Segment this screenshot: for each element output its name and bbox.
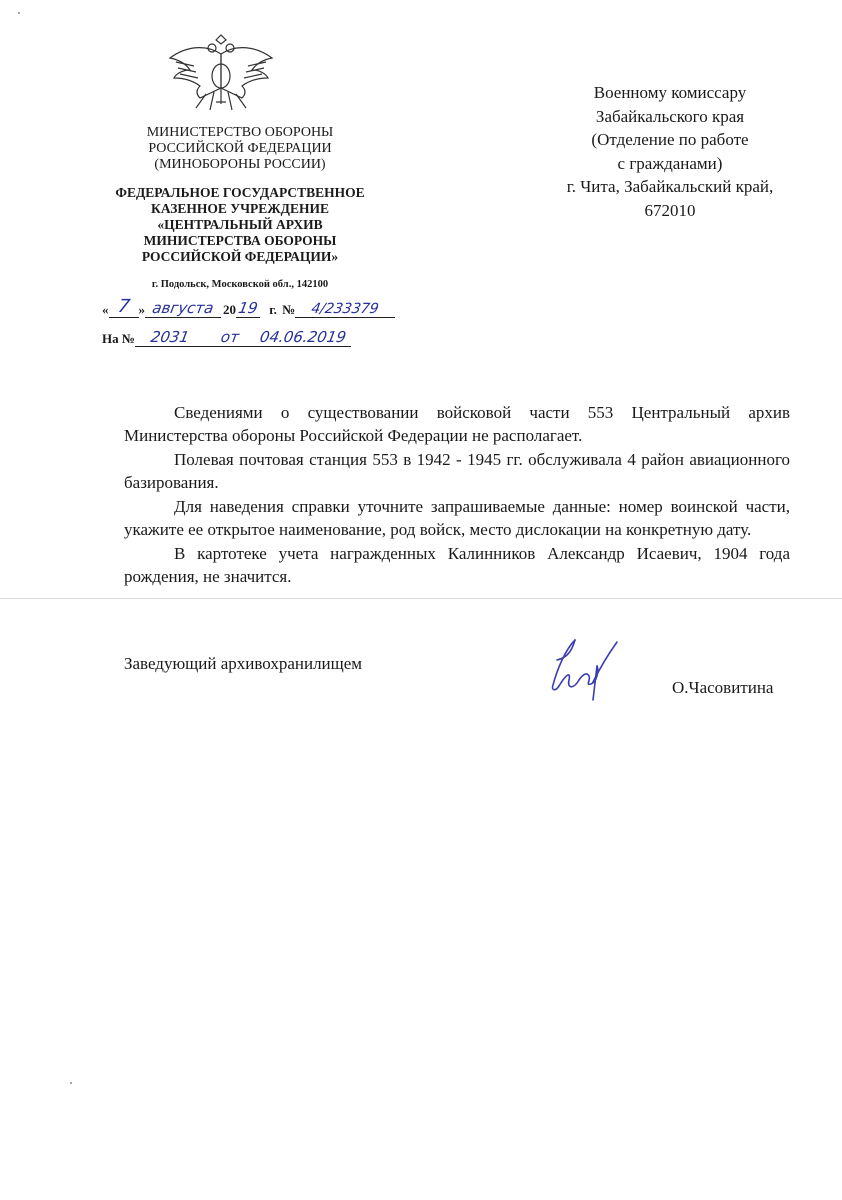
signatory-name: О.Часовитина: [672, 678, 774, 697]
body-paragraph: В картотеке учета награжденных Калинников Александр Исаевич, 1904 года рождения, не значится.: [124, 544, 790, 586]
handwritten-signature-icon: [535, 630, 645, 710]
sender-address: г. Подольск, Московской обл., 142100: [151, 279, 329, 290]
reply-date-field: 04.06.2019: [255, 331, 351, 347]
scan-speck: [18, 12, 20, 14]
ministry-name: МИНИСТЕРСТВО ОБОРОНЫ РОССИЙСКОЙ ФЕДЕРАЦИИ (МИНОБОРОНЫ РОССИИ): [146, 125, 334, 172]
date-year-field: 19: [236, 299, 260, 317]
scan-artifact-line: [0, 598, 842, 599]
body-paragraph: Полевая почтовая станция 553 в 1942 - 1945 гг. обслуживала 4 район авиационного базирования.: [124, 450, 790, 492]
sender-block: [100, 125, 380, 290]
reply-from-field: от: [205, 331, 255, 347]
outgoing-number-field: 4/233379: [295, 302, 395, 318]
institution-name: ФЕДЕРАЛЬНОЕ ГОСУДАРСТВЕННОЕ КАЗЕННОЕ УЧРЕЖДЕНИЕ «ЦЕНТРАЛЬНЫЙ АРХИВ МИНИСТЕРСТВА ОБОРОНЫ РОССИЙСКОЙ ФЕДЕРАЦИИ»: [115, 185, 365, 264]
recipient-block: Военному комиссару Забайкальского края (Отделение по работе с гражданами) г. Чита, Забайкальский край, 672010: [566, 83, 774, 220]
double-headed-eagle-emblem-icon: [166, 34, 276, 114]
scan-speck: [70, 1082, 72, 1084]
outgoing-registration-line: « 7 » августа 20 19 г. № 4/233379: [102, 302, 395, 318]
letter-body: [124, 402, 790, 590]
body-paragraph: Сведениями о существовании войсковой части 553 Центральный архив Министерства обороны Российской Федерации не располагает.: [124, 403, 790, 445]
date-month-field: августа: [145, 302, 221, 318]
reply-reference-line: На № 2031 от 04.06.2019: [102, 331, 351, 347]
body-paragraph: Для наведения справки уточните запрашиваемые данные: номер воинской части, укажите ее открытое наименование, род войск, место дислокации на конкретную дату.: [124, 497, 790, 539]
signatory-title: Заведующий архивохранилищем: [124, 654, 363, 673]
reply-number-field: 2031: [135, 331, 205, 347]
date-day-field: 7: [109, 302, 139, 318]
